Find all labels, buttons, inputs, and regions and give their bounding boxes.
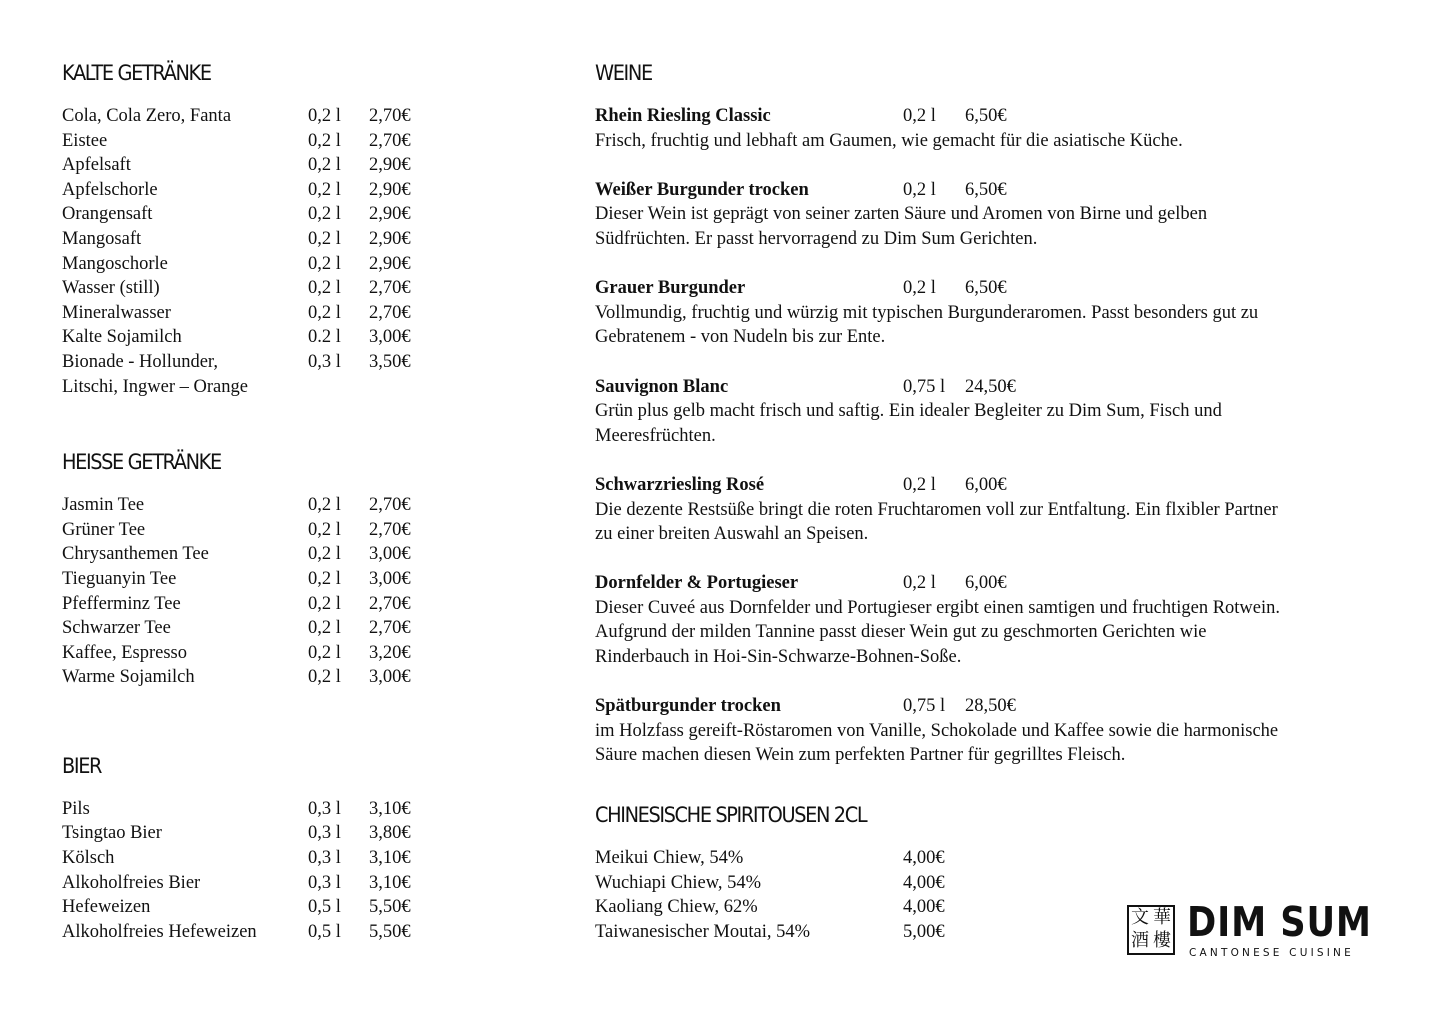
wine-list [595, 104, 1395, 768]
menu-item [595, 846, 1395, 871]
menu-item [62, 104, 502, 129]
item-name: Taiwanesischer Moutai, 54% [595, 921, 810, 942]
item-price: 2,70€ [369, 130, 411, 151]
logo-seal [1127, 905, 1175, 955]
wine-header [595, 694, 1395, 719]
wine-volume: 0,75 l [903, 376, 946, 397]
item-volume: 0,2 l [308, 642, 341, 663]
cold-drinks-section [62, 60, 502, 399]
wine-price: 6,50€ [965, 278, 1007, 299]
wine-price: 6,00€ [965, 474, 1007, 495]
item-volume: 0.2 l [308, 327, 341, 348]
wine-description-line: Vollmundig, fruchtig und würzig mit typischen Burgunderaromen. Passt besonders gut zu [595, 302, 1259, 323]
item-name: Schwarzer Tee [62, 618, 171, 639]
wine-volume: 0,2 l [903, 278, 936, 299]
item-volume: 0,2 l [308, 544, 341, 565]
item-price: 4,00€ [903, 848, 945, 869]
wine-volume: 0,2 l [903, 474, 936, 495]
item-name: Hefeweizen [62, 897, 151, 918]
item-price: 2,90€ [369, 253, 411, 274]
hot-drinks-section [62, 449, 502, 690]
wine-description-line: zu einer breiten Auswahl an Speisen. [595, 524, 869, 545]
item-price: 3,80€ [369, 823, 411, 844]
menu-item [62, 129, 502, 154]
wine-header [595, 276, 1395, 301]
wine-name: Schwarzriesling Rosé [595, 474, 765, 495]
item-volume: 0,3 l [308, 798, 341, 819]
wine-header [595, 473, 1395, 498]
menu-item [62, 616, 502, 641]
item-name: Mineralwasser [62, 302, 171, 323]
wine-description-line: Die dezente Restsüße bringt die roten Fruchtaromen voll zur Entfaltung. Ein flxibler Partner [595, 499, 1278, 520]
item-name: Kalte Sojamilch [62, 327, 182, 348]
section-heading-beer: BIER [62, 753, 102, 778]
item-price: 5,50€ [369, 897, 411, 918]
item-price: 4,00€ [903, 872, 945, 893]
item-volume: 0,3 l [308, 351, 341, 372]
wine-item [595, 571, 1395, 669]
logo-char: 樓 [1153, 930, 1171, 951]
wine-description-line: im Holzfass gereift-Röstaromen von Vanille, Schokolade und Kaffee sowie die harmonische [595, 720, 1279, 741]
menu-item [62, 542, 502, 567]
item-price: 2,90€ [369, 179, 411, 200]
wine-description-line: Dieser Wein ist geprägt von seiner zarten Säure und Aromen von Birne und gelben [595, 204, 1208, 225]
item-name: Wasser (still) [62, 278, 160, 299]
section-heading-cold-drinks: KALTE GETRÄNKE [62, 61, 211, 85]
item-name: Chrysanthemen Tee [62, 544, 209, 565]
item-name: Grüner Tee [62, 519, 146, 540]
item-volume: 0,5 l [308, 897, 341, 918]
menu-item [62, 518, 502, 543]
item-volume: 0,2 l [308, 130, 341, 151]
item-name: Eistee [62, 130, 108, 151]
item-name: Wuchiapi Chiew, 54% [595, 872, 762, 893]
logo-char: 華 [1153, 907, 1171, 928]
wine-description [595, 202, 1375, 251]
item-name: Kaffee, Espresso [62, 642, 188, 663]
item-price: 2,90€ [369, 155, 411, 176]
wine-description [595, 498, 1375, 547]
item-price: 2,70€ [369, 302, 411, 323]
item-price: 3,50€ [369, 351, 411, 372]
wine-name: Sauvignon Blanc [595, 376, 729, 397]
section-heading-wines: WEINE [595, 61, 652, 85]
wine-description [595, 596, 1375, 670]
wine-item [595, 375, 1395, 449]
item-price: 2,70€ [369, 593, 411, 614]
item-name: Orangensaft [62, 204, 153, 225]
item-price: 2,90€ [369, 228, 411, 249]
item-volume: 0,2 l [308, 106, 341, 126]
item-name: Mangoschorle [62, 253, 168, 274]
menu-item [62, 252, 502, 277]
wine-name: Grauer Burgunder [595, 278, 746, 299]
item-name: Alkoholfreies Hefeweizen [62, 921, 257, 942]
wine-description [595, 129, 1375, 154]
wine-description-line: Frisch, fruchtig und lebhaft am Gaumen, wie gemacht für die asiatische Küche. [595, 130, 1183, 151]
item-volume: 0,2 l [308, 253, 341, 274]
restaurant-logo [1127, 898, 1372, 960]
item-volume: 0,3 l [308, 848, 341, 869]
item-name: Kölsch [62, 848, 115, 869]
item-name: Apfelschorle [62, 179, 158, 200]
menu-item [62, 202, 502, 227]
item-price: 2,70€ [369, 495, 411, 516]
item-price: 3,00€ [369, 327, 411, 348]
wine-item [595, 178, 1395, 252]
wine-price: 6,00€ [965, 573, 1007, 594]
wine-description-line: Aufgrund der milden Tannine passt dieser Wein gut zu geschmorten Gerichten wie [595, 622, 1207, 643]
menu-item [62, 178, 502, 203]
menu-item [62, 871, 502, 896]
logo-char: 酒 [1131, 930, 1149, 951]
item-name: Pils [62, 798, 90, 819]
item-name: Mangosaft [62, 228, 142, 249]
menu-item [62, 641, 502, 666]
wine-description-line: Dieser Cuveé aus Dornfelder und Portugieser ergibt einen samtigen und fruchtigen Rotwein. [595, 597, 1281, 618]
item-volume: 0,2 l [308, 519, 341, 540]
wine-volume: 0,2 l [903, 106, 936, 126]
item-volume: 0,2 l [308, 593, 341, 614]
item-volume: 0,2 l [308, 568, 341, 589]
item-name: Bionade - Hollunder, [62, 351, 218, 372]
wine-description [595, 399, 1375, 448]
wine-price: 6,50€ [965, 179, 1007, 200]
menu-item [62, 276, 502, 301]
item-name: Pfefferminz Tee [62, 593, 181, 614]
menu-item [62, 567, 502, 592]
item-name: Jasmin Tee [62, 495, 145, 516]
wine-name: Dornfelder & Portugieser [595, 573, 799, 594]
wine-price: 28,50€ [965, 696, 1016, 717]
item-name-continuation: Litschi, Ingwer – Orange [62, 376, 248, 397]
menu-item [62, 153, 502, 178]
item-name: Apfelsaft [62, 155, 131, 176]
wine-header [595, 178, 1395, 203]
menu-item [62, 350, 502, 375]
item-name: Warme Sojamilch [62, 667, 195, 688]
menu-item [62, 227, 502, 252]
item-price: 4,00€ [903, 897, 945, 918]
item-price: 3,10€ [369, 798, 411, 819]
wine-description-line: Meeresfrüchten. [595, 425, 716, 446]
item-volume: 0,3 l [308, 823, 341, 844]
item-price: 3,20€ [369, 642, 411, 663]
wine-volume: 0,75 l [903, 696, 946, 717]
menu-item [62, 592, 502, 617]
wine-item [595, 473, 1395, 547]
item-volume: 0,2 l [308, 228, 341, 249]
wine-description-line: Südfrüchten. Er passt hervorragend zu Dim Sum Gerichten. [595, 228, 1038, 249]
menu-item [62, 301, 502, 326]
item-price: 2,70€ [369, 106, 411, 126]
wine-description [595, 719, 1375, 768]
item-name: Tsingtao Bier [62, 823, 162, 844]
item-price: 5,00€ [903, 921, 945, 942]
item-name: Cola, Cola Zero, Fanta [62, 106, 232, 126]
left-column [62, 60, 502, 944]
section-heading-hot-drinks: HEISSE GETRÄNKE [62, 450, 221, 475]
item-volume: 0,3 l [308, 872, 341, 893]
logo-subtitle: CANTONESE CUISINE [1189, 947, 1354, 959]
item-volume: 0,2 l [308, 179, 341, 200]
menu-item [62, 665, 502, 690]
beer-section [62, 753, 502, 945]
wine-header [595, 375, 1395, 400]
menu-item [595, 871, 1395, 896]
item-volume: 0,2 l [308, 667, 341, 688]
menu-item [62, 920, 502, 945]
item-price: 2,70€ [369, 618, 411, 639]
item-price: 2,90€ [369, 204, 411, 225]
wine-volume: 0,2 l [903, 573, 936, 594]
section-heading-spirits: CHINESISCHE SPIRITOUSEN 2CL [595, 803, 867, 828]
item-price: 3,10€ [369, 872, 411, 893]
item-price: 3,00€ [369, 667, 411, 688]
item-volume: 0,5 l [308, 921, 341, 942]
item-name: Kaoliang Chiew, 62% [595, 897, 758, 918]
item-volume: 0,2 l [308, 495, 341, 516]
wine-header [595, 104, 1395, 129]
wine-name: Spätburgunder trocken [595, 696, 781, 717]
item-volume: 0,2 l [308, 155, 341, 176]
hot-drinks-list [62, 493, 502, 690]
logo-char: 文 [1131, 907, 1149, 928]
wine-description-line: Säure machen diesen Wein zum perfekten Partner für gegrilltes Fleisch. [595, 745, 1126, 766]
wine-header [595, 571, 1395, 596]
wine-price: 24,50€ [965, 376, 1016, 397]
item-price: 3,00€ [369, 544, 411, 565]
wine-volume: 0,2 l [903, 179, 936, 200]
item-price: 3,00€ [369, 568, 411, 589]
cold-drinks-list [62, 104, 502, 399]
wine-item [595, 276, 1395, 350]
menu-item-continuation [62, 375, 502, 400]
menu-item [62, 895, 502, 920]
item-volume: 0,2 l [308, 278, 341, 299]
wine-item [595, 104, 1395, 153]
wine-description-line: Gebratenem - von Nudeln bis zur Ente. [595, 327, 886, 348]
item-price: 3,10€ [369, 848, 411, 869]
item-name: Alkoholfreies Bier [62, 872, 201, 893]
menu-item [62, 821, 502, 846]
item-price: 2,70€ [369, 278, 411, 299]
wine-name: Weißer Burgunder trocken [595, 179, 809, 200]
wine-description [595, 301, 1375, 350]
menu-item [62, 797, 502, 822]
wine-description-line: Grün plus gelb macht frisch und saftig. Ein idealer Begleiter zu Dim Sum, Fisch und [595, 401, 1222, 422]
wine-description-line: Rinderbauch in Hoi-Sin-Schwarze-Bohnen-Soße. [595, 647, 962, 668]
right-column [595, 60, 1395, 944]
beer-list [62, 797, 502, 945]
item-price: 2,70€ [369, 519, 411, 540]
item-volume: 0,2 l [308, 618, 341, 639]
menu-item [62, 846, 502, 871]
item-volume: 0,2 l [308, 302, 341, 323]
menu-item [62, 325, 502, 350]
logo-title: DIM SUM [1187, 898, 1372, 946]
wines-section [595, 60, 1395, 768]
item-volume: 0,2 l [308, 204, 341, 225]
item-name: Meikui Chiew, 54% [595, 848, 744, 869]
wine-item [595, 694, 1395, 768]
menu-item [62, 493, 502, 518]
wine-price: 6,50€ [965, 106, 1007, 126]
wine-name: Rhein Riesling Classic [595, 106, 771, 126]
item-price: 5,50€ [369, 921, 411, 942]
item-name: Tieguanyin Tee [62, 568, 177, 589]
